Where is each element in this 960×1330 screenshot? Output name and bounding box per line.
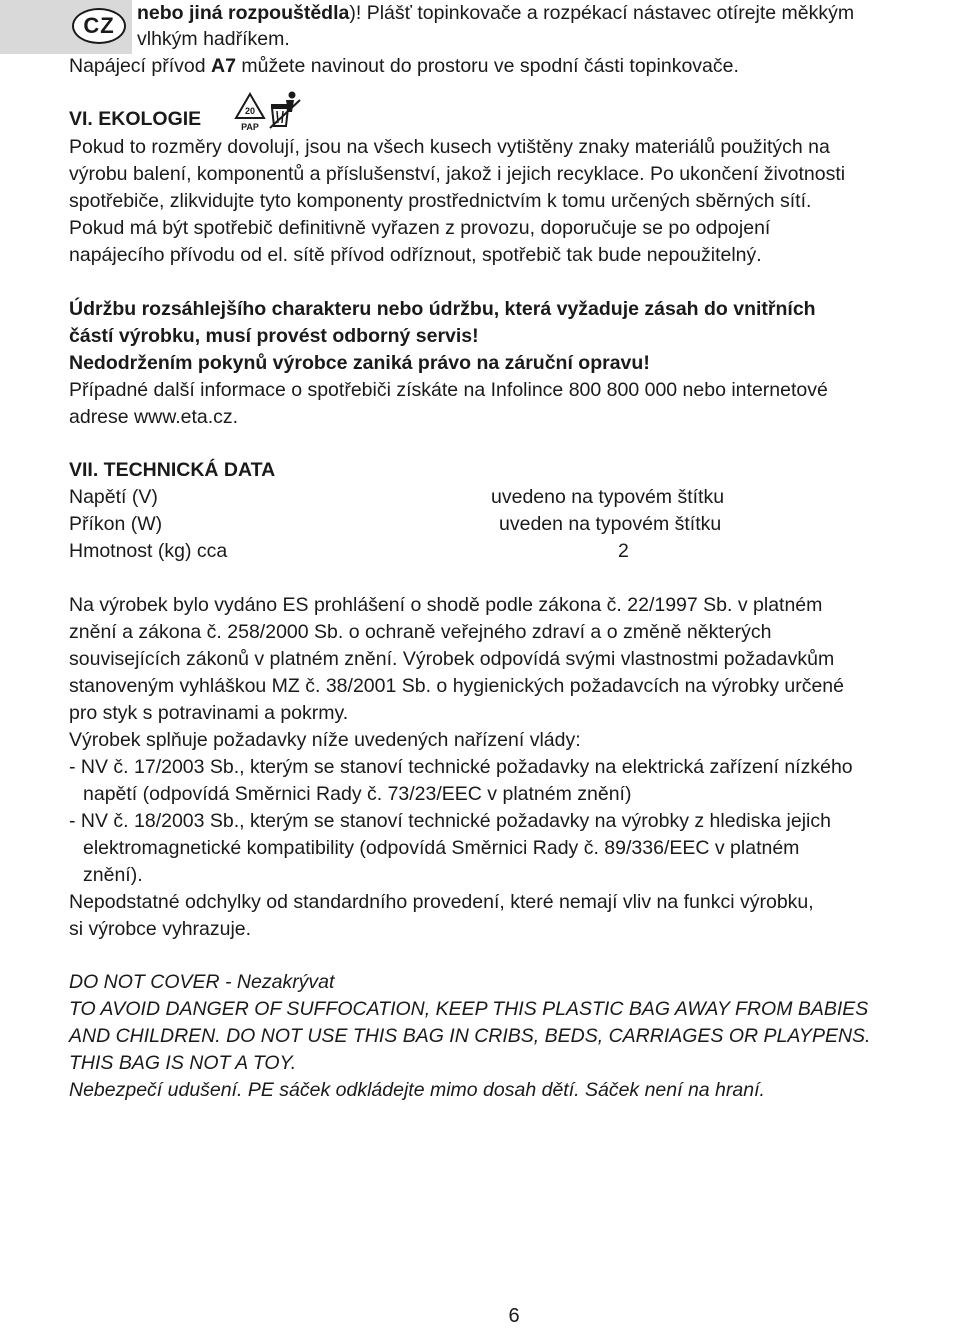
recycle-icon [234,92,266,132]
tech-value: 2 [618,540,629,562]
tech-label: Příkon (W) [69,513,163,535]
info-line: adrese www.eta.cz. [69,406,239,428]
service-warning-line: částí výrobku, musí provést odborný servis! [69,325,479,347]
tech-heading: VII. TECHNICKÁ DATA [69,459,276,481]
bag-warning-line: Nebezpečí udušení. PE sáček odkládejte mimo dosah dětí. Sáček není na hraní. [69,1079,765,1101]
declaration-line: Nepodstatné odchylky od standardního provedení, které nemají vliv na funkci výrobku, [69,891,814,913]
ecology-line: Pokud má být spotřebič definitivně vyřazen z provozu, doporučuje se po odpojení [69,217,771,239]
service-warning-line: Údržbu rozsáhlejšího charakteru nebo údržbu, která vyžaduje zásah do vnitřních [69,298,816,320]
tech-row [69,484,158,511]
ecology-line: výrobu balení, komponentů a příslušenství, jakož i jejich recyklace. Po ukončení životnosti [69,163,846,185]
regulation-item-cont: znění). [83,864,143,886]
regulation-item: - NV č. 17/2003 Sb., kterým se stanoví technické požadavky na elektrická zařízení nízkého [69,756,853,778]
info-line: Případné další informace o spotřebiči získáte na Infolince 800 800 000 nebo internetové [69,379,828,401]
intro-line-3b: můžete navinout do prostoru ve spodní části topinkovače. [235,55,739,77]
bag-warning-line: THIS BAG IS NOT A TOY. [69,1052,297,1074]
intro-line-3-bold: A7 [211,55,236,77]
recycle-code: 20 [244,106,256,116]
tech-row [69,511,162,538]
regulation-item-cont: napětí (odpovídá Směrnici Rady č. 73/23/EEC v platném znění) [83,783,632,805]
bag-warning [69,969,959,1104]
intro-line-3a: Napájecí přívod [69,55,211,77]
declaration-text [69,592,959,943]
recycle-label: PAP [241,122,259,132]
page-number: 6 [508,1305,520,1327]
declaration-line: Výrobek splňuje požadavky níže uvedených nařízení vlády: [69,729,581,751]
declaration-line: si výrobce vyhrazuje. [69,918,252,940]
service-text [69,296,959,431]
bag-warning-line: TO AVOID DANGER OF SUFFOCATION, KEEP THIS PLASTIC BAG AWAY FROM BABIES [69,998,869,1020]
tech-row [69,538,227,565]
regulation-item: - NV č. 18/2003 Sb., kterým se stanoví technické požadavky na výrobky z hlediska jejich [69,810,831,832]
tech-value: uveden na typovém štítku [499,513,722,535]
intro-line-1 [137,0,854,27]
trash-bin-icon [268,90,302,130]
declaration-line: stanoveným vyhláškou MZ č. 38/2001 Sb. o hygienických požadavcích na výrobky určené [69,675,844,697]
tech-value: uvedeno na typovém štítku [491,486,725,508]
intro-line-3 [69,53,739,80]
language-badge: CZ [72,8,126,44]
ecology-heading: VI. EKOLOGIE [69,108,202,130]
intro-rest: )! Plášť topinkovače a rozpékací nástavec otírejte měkkým [349,2,855,24]
declaration-line: pro styk s potravinami a pokrmy. [69,702,349,724]
intro-bold: nebo jiná rozpouštědla [137,2,350,24]
declaration-line: Na výrobek bylo vydáno ES prohlášení o shodě podle zákona č. 22/1997 Sb. v platném [69,594,823,616]
ecology-line: Pokud to rozměry dovolují, jsou na všech kusech vytištěny znaky materiálů použitých na [69,136,830,158]
tech-label: Hmotnost (kg) cca [69,540,228,562]
ecology-text [69,134,959,269]
bag-warning-line: AND CHILDREN. DO NOT USE THIS BAG IN CRIBS, BEDS, CARRIAGES OR PLAYPENS. [69,1025,871,1047]
intro-line-2: vlhkým hadříkem. [137,28,290,50]
ecology-line: spotřebiče, zlikvidujte tyto komponenty prostřednictvím k tomu určených sběrných sítí. [69,190,812,212]
tech-label: Napětí (V) [69,486,158,508]
declaration-line: znění a zákona č. 258/2000 Sb. o ochraně veřejného zdraví a o změně některých [69,621,772,643]
warranty-warning-line: Nedodržením pokynů výrobce zaniká právo na záruční opravu! [69,352,650,374]
ecology-line: napájecího přívodu od el. sítě přívod odříznout, spotřebič tak bude nepoužitelný. [69,244,762,266]
declaration-line: souvisejících zákonů v platném znění. Výrobek odpovídá svými vlastnostmi požadavkům [69,648,835,670]
bag-warning-line: DO NOT COVER - Nezakrývat [69,971,335,993]
regulation-item-cont: elektromagnetické kompatibility (odpovídá Směrnici Rady č. 89/336/EEC v platném [83,837,800,859]
